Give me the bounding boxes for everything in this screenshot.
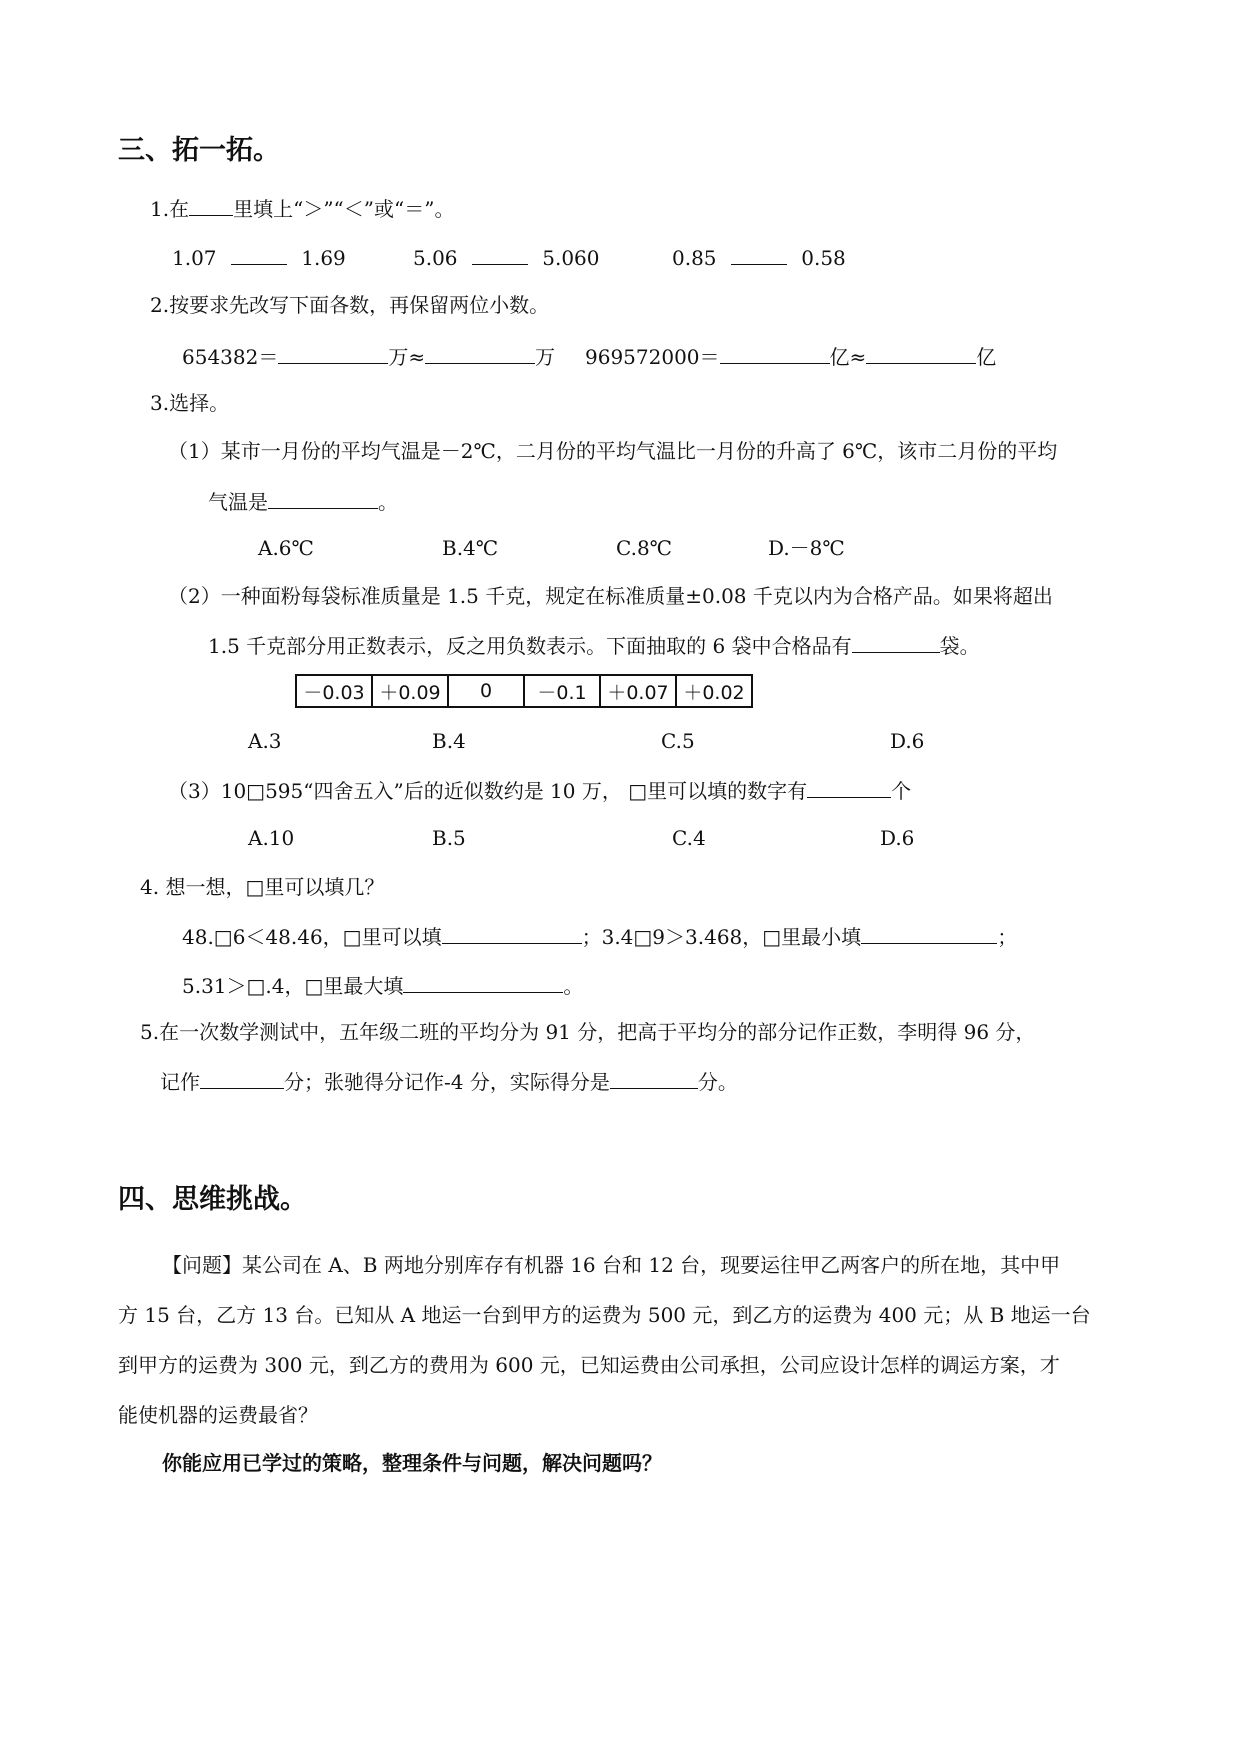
answer-blank bbox=[425, 345, 535, 364]
q3-p1-line2a: 气温是 bbox=[208, 490, 268, 514]
table-cell: －0.03 bbox=[296, 675, 372, 707]
answer-blank bbox=[720, 345, 830, 364]
table-cell: －0.1 bbox=[524, 675, 600, 707]
q3-p2-line2b: 袋。 bbox=[939, 634, 980, 658]
answer-blank bbox=[403, 974, 563, 993]
q4-line1 bbox=[182, 925, 1017, 947]
pair-left: 0.85 bbox=[672, 246, 717, 270]
q1-stem-a: 1.在 bbox=[150, 197, 190, 221]
strategy-prompt: 你能应用已学过的策略，整理条件与问题，解决问题吗？ bbox=[162, 1451, 662, 1475]
q2-part-b bbox=[585, 345, 996, 367]
q3-p2-line2a: 1.5 千克部分用正数表示，反之用负数表示。下面抽取的 6 袋中合格品有 bbox=[208, 634, 852, 658]
answer-blank bbox=[866, 345, 976, 364]
q3-p2-line1: （2）一种面粉每袋标准质量是 1.5 千克，规定在标准质量±0.08 千克以内为合格产品。如果将超出 bbox=[168, 584, 1053, 608]
q3-p3-line1 bbox=[168, 779, 911, 801]
answer-blank bbox=[268, 490, 378, 509]
compare-pair-1 bbox=[172, 246, 346, 268]
q3-p1-line2 bbox=[208, 490, 398, 512]
q3-p1-option-c: C.8℃ bbox=[616, 536, 673, 560]
question-2-stem: 2.按要求先改写下面各数，再保留两位小数。 bbox=[150, 293, 550, 317]
q3-p3-option-a: A.10 bbox=[248, 826, 295, 850]
answer-blank bbox=[861, 925, 997, 944]
table-cell: 0 bbox=[448, 675, 524, 707]
section-four-title: 四、思维挑战。 bbox=[118, 1184, 307, 1215]
question-5-line1: 5.在一次数学测试中，五年级二班的平均分为 91 分，把高于平均分的部分记作正数，李明得 96 分， bbox=[140, 1020, 1036, 1044]
pair-left: 5.06 bbox=[413, 246, 458, 270]
answer-blank bbox=[610, 1070, 698, 1089]
q1-stem-b: 里填上“＞”“＜”或“＝”。 bbox=[233, 197, 455, 221]
q3-p1-option-a: A.6℃ bbox=[258, 536, 314, 560]
q2-part-a bbox=[182, 345, 555, 367]
answer-blank bbox=[200, 1070, 284, 1089]
question-4-stem: 4. 想一想，□里可以填几？ bbox=[140, 875, 385, 899]
question-5-line2 bbox=[160, 1070, 738, 1092]
pair-left: 1.07 bbox=[172, 246, 217, 270]
q4-line1a: 48.□6＜48.46，□里可以填 bbox=[182, 925, 442, 949]
bag-values-table bbox=[295, 674, 753, 708]
answer-blank bbox=[731, 246, 787, 265]
answer-blank bbox=[807, 779, 891, 798]
q3-p3-option-d: D.6 bbox=[880, 826, 915, 850]
q3-p3-option-b: B.5 bbox=[432, 826, 466, 850]
problem-line-3: 到甲方的运费为 300 元，到乙方的费用为 600 元，已知运费由公司承担，公司应设计怎样的调运方案，才 bbox=[118, 1353, 1060, 1377]
q4-line2 bbox=[182, 974, 583, 996]
compare-pair-3 bbox=[672, 246, 846, 268]
q2-a-unit2: 万 bbox=[535, 345, 556, 369]
pair-right: 5.060 bbox=[542, 246, 600, 270]
q4-line1c: ； bbox=[997, 925, 1018, 949]
q3-p2-option-c: C.5 bbox=[661, 729, 695, 753]
answer-blank bbox=[231, 246, 287, 265]
q3-p1-option-d: D.－8℃ bbox=[768, 536, 845, 560]
q3-p1-line2b: 。 bbox=[378, 490, 398, 514]
q2-a-unit1: 万≈ bbox=[388, 345, 426, 369]
table-cell: ＋0.07 bbox=[600, 675, 676, 707]
answer-blank bbox=[472, 246, 528, 265]
q3-p1-option-b: B.4℃ bbox=[442, 536, 499, 560]
problem-line-2: 方 15 台，乙方 13 台。已知从 A 地运一台到甲方的运费为 500 元，到乙方的运费为 400 元；从 B 地运一台 bbox=[118, 1303, 1091, 1327]
q2-b-unit2: 亿 bbox=[976, 345, 997, 369]
q3-p3-option-c: C.4 bbox=[672, 826, 706, 850]
table-row bbox=[296, 675, 752, 707]
q2-a-number: 654382＝ bbox=[182, 345, 279, 369]
q3-p2-option-a: A.3 bbox=[248, 729, 282, 753]
pair-right: 0.58 bbox=[801, 246, 846, 270]
q4-line2b: 。 bbox=[563, 974, 584, 998]
table-cell: ＋0.02 bbox=[676, 675, 752, 707]
table-cell: ＋0.09 bbox=[372, 675, 448, 707]
q1-blank bbox=[189, 197, 233, 216]
q3-p3-line1a: （3）10□595“四舍五入”后的近似数约是 10 万， □里可以填的数字有 bbox=[168, 779, 808, 803]
q4-line2a: 5.31＞□.4，□里最大填 bbox=[182, 974, 404, 998]
answer-blank bbox=[852, 634, 940, 653]
pair-right: 1.69 bbox=[301, 246, 346, 270]
question-3-stem: 3.选择。 bbox=[150, 391, 230, 415]
problem-line-1: 【问题】某公司在 A、B 两地分别库存有机器 16 台和 12 台，现要运往甲乙两客户的所在地，其中甲 bbox=[162, 1253, 1061, 1277]
question-1-stem bbox=[150, 197, 454, 219]
answer-blank bbox=[442, 925, 582, 944]
q2-b-number: 969572000＝ bbox=[585, 345, 720, 369]
q5-line2a: 记作 bbox=[160, 1070, 200, 1094]
section-three-title: 三、拓一拓。 bbox=[118, 135, 280, 166]
problem-line-4: 能使机器的运费最省？ bbox=[118, 1403, 318, 1427]
q5-line2c: 分。 bbox=[697, 1070, 738, 1094]
q5-line2b: 分；张驰得分记作-4 分，实际得分是 bbox=[284, 1070, 610, 1094]
compare-pair-2 bbox=[413, 246, 600, 268]
q2-b-unit1: 亿≈ bbox=[829, 345, 867, 369]
q3-p2-option-b: B.4 bbox=[432, 729, 466, 753]
q3-p2-option-d: D.6 bbox=[890, 729, 925, 753]
answer-blank bbox=[278, 345, 388, 364]
q4-line1b: ；3.4□9＞3.468，□里最小填 bbox=[581, 925, 862, 949]
q3-p1-line1: （1）某市一月份的平均气温是－2℃，二月份的平均气温比一月份的升高了 6℃，该市二月份的平均 bbox=[168, 439, 1058, 463]
q3-p3-line1b: 个 bbox=[891, 779, 912, 803]
q3-p2-line2 bbox=[208, 634, 980, 656]
